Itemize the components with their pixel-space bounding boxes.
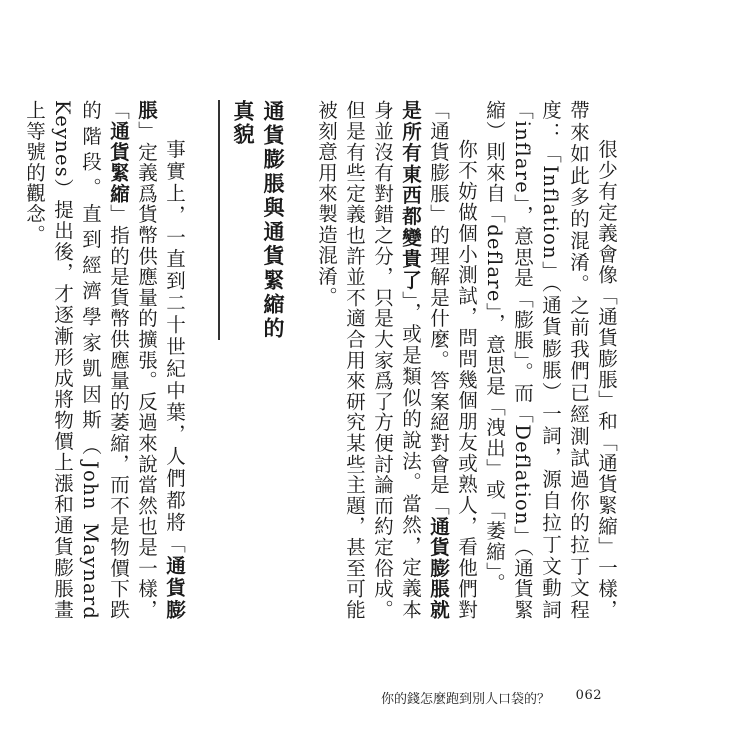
body-text [20,100,620,620]
paragraph-3-bold-2: 通貨緊縮 [107,120,130,205]
paragraph-2 [312,100,480,620]
paragraph-3-bold-1: 通貨膨脹 [135,100,186,620]
paragraph-2-text-a: 你不妨做個小測試，問問幾個朋友或熟人，看他們對「通貨膨脹」的理解是什麼。答案絕對會是「 [427,100,478,620]
paragraph-3 [20,100,188,620]
paragraph-3-text-b: 」定義爲貨幣供應量的擴張。反過來說當然也是一樣，「 [107,100,158,620]
paragraph-2-text-b: 」，或是類似的說法。當然，定義本身並沒有對錯之分，只是大家爲了方便討論而約定俗成。但是有些定義也許並不適合用來研究某些主題，甚至可能被刻意用來製造混淆。 [315,100,422,620]
section-gap [288,100,312,620]
page-number: 062 [575,688,602,703]
paragraph-3-text-c: 」指的是貨幣供應量的萎縮，而不是物價下跌的階段。直到經濟學家凱因斯（John Maynard Keynes）提出後，才逐漸形成將物價上漲和通貨膨脹畫上等號的觀念。 [23,100,130,620]
running-footer-title: 你的錢怎麼跑到別人口袋的？ [380,692,550,707]
section-gap-2 [188,100,212,620]
paragraph-2-bold: 通貨膨脹就是所有東西都變貴了 [399,100,450,621]
paragraph-3-text-a: 事實上，一直到二十世紀中葉，人們都將「 [163,139,186,556]
section-heading: 通貨膨脹與通貨緊縮的真貌 [218,100,288,340]
paragraph-1: 很少有定義會像「通貨膨脹」和「通貨緊縮」一樣，帶來如此多的混淆。之前我們已經測試過你的拉丁文程度：「Inflation」（通貨膨脹）一詞，源自拉丁文動詞「inflare」，意思是「膨脹」。而「Deflation」（通貨緊縮）則來自「deflare」，意思是「洩出」或「萎縮」。 [483,100,618,620]
